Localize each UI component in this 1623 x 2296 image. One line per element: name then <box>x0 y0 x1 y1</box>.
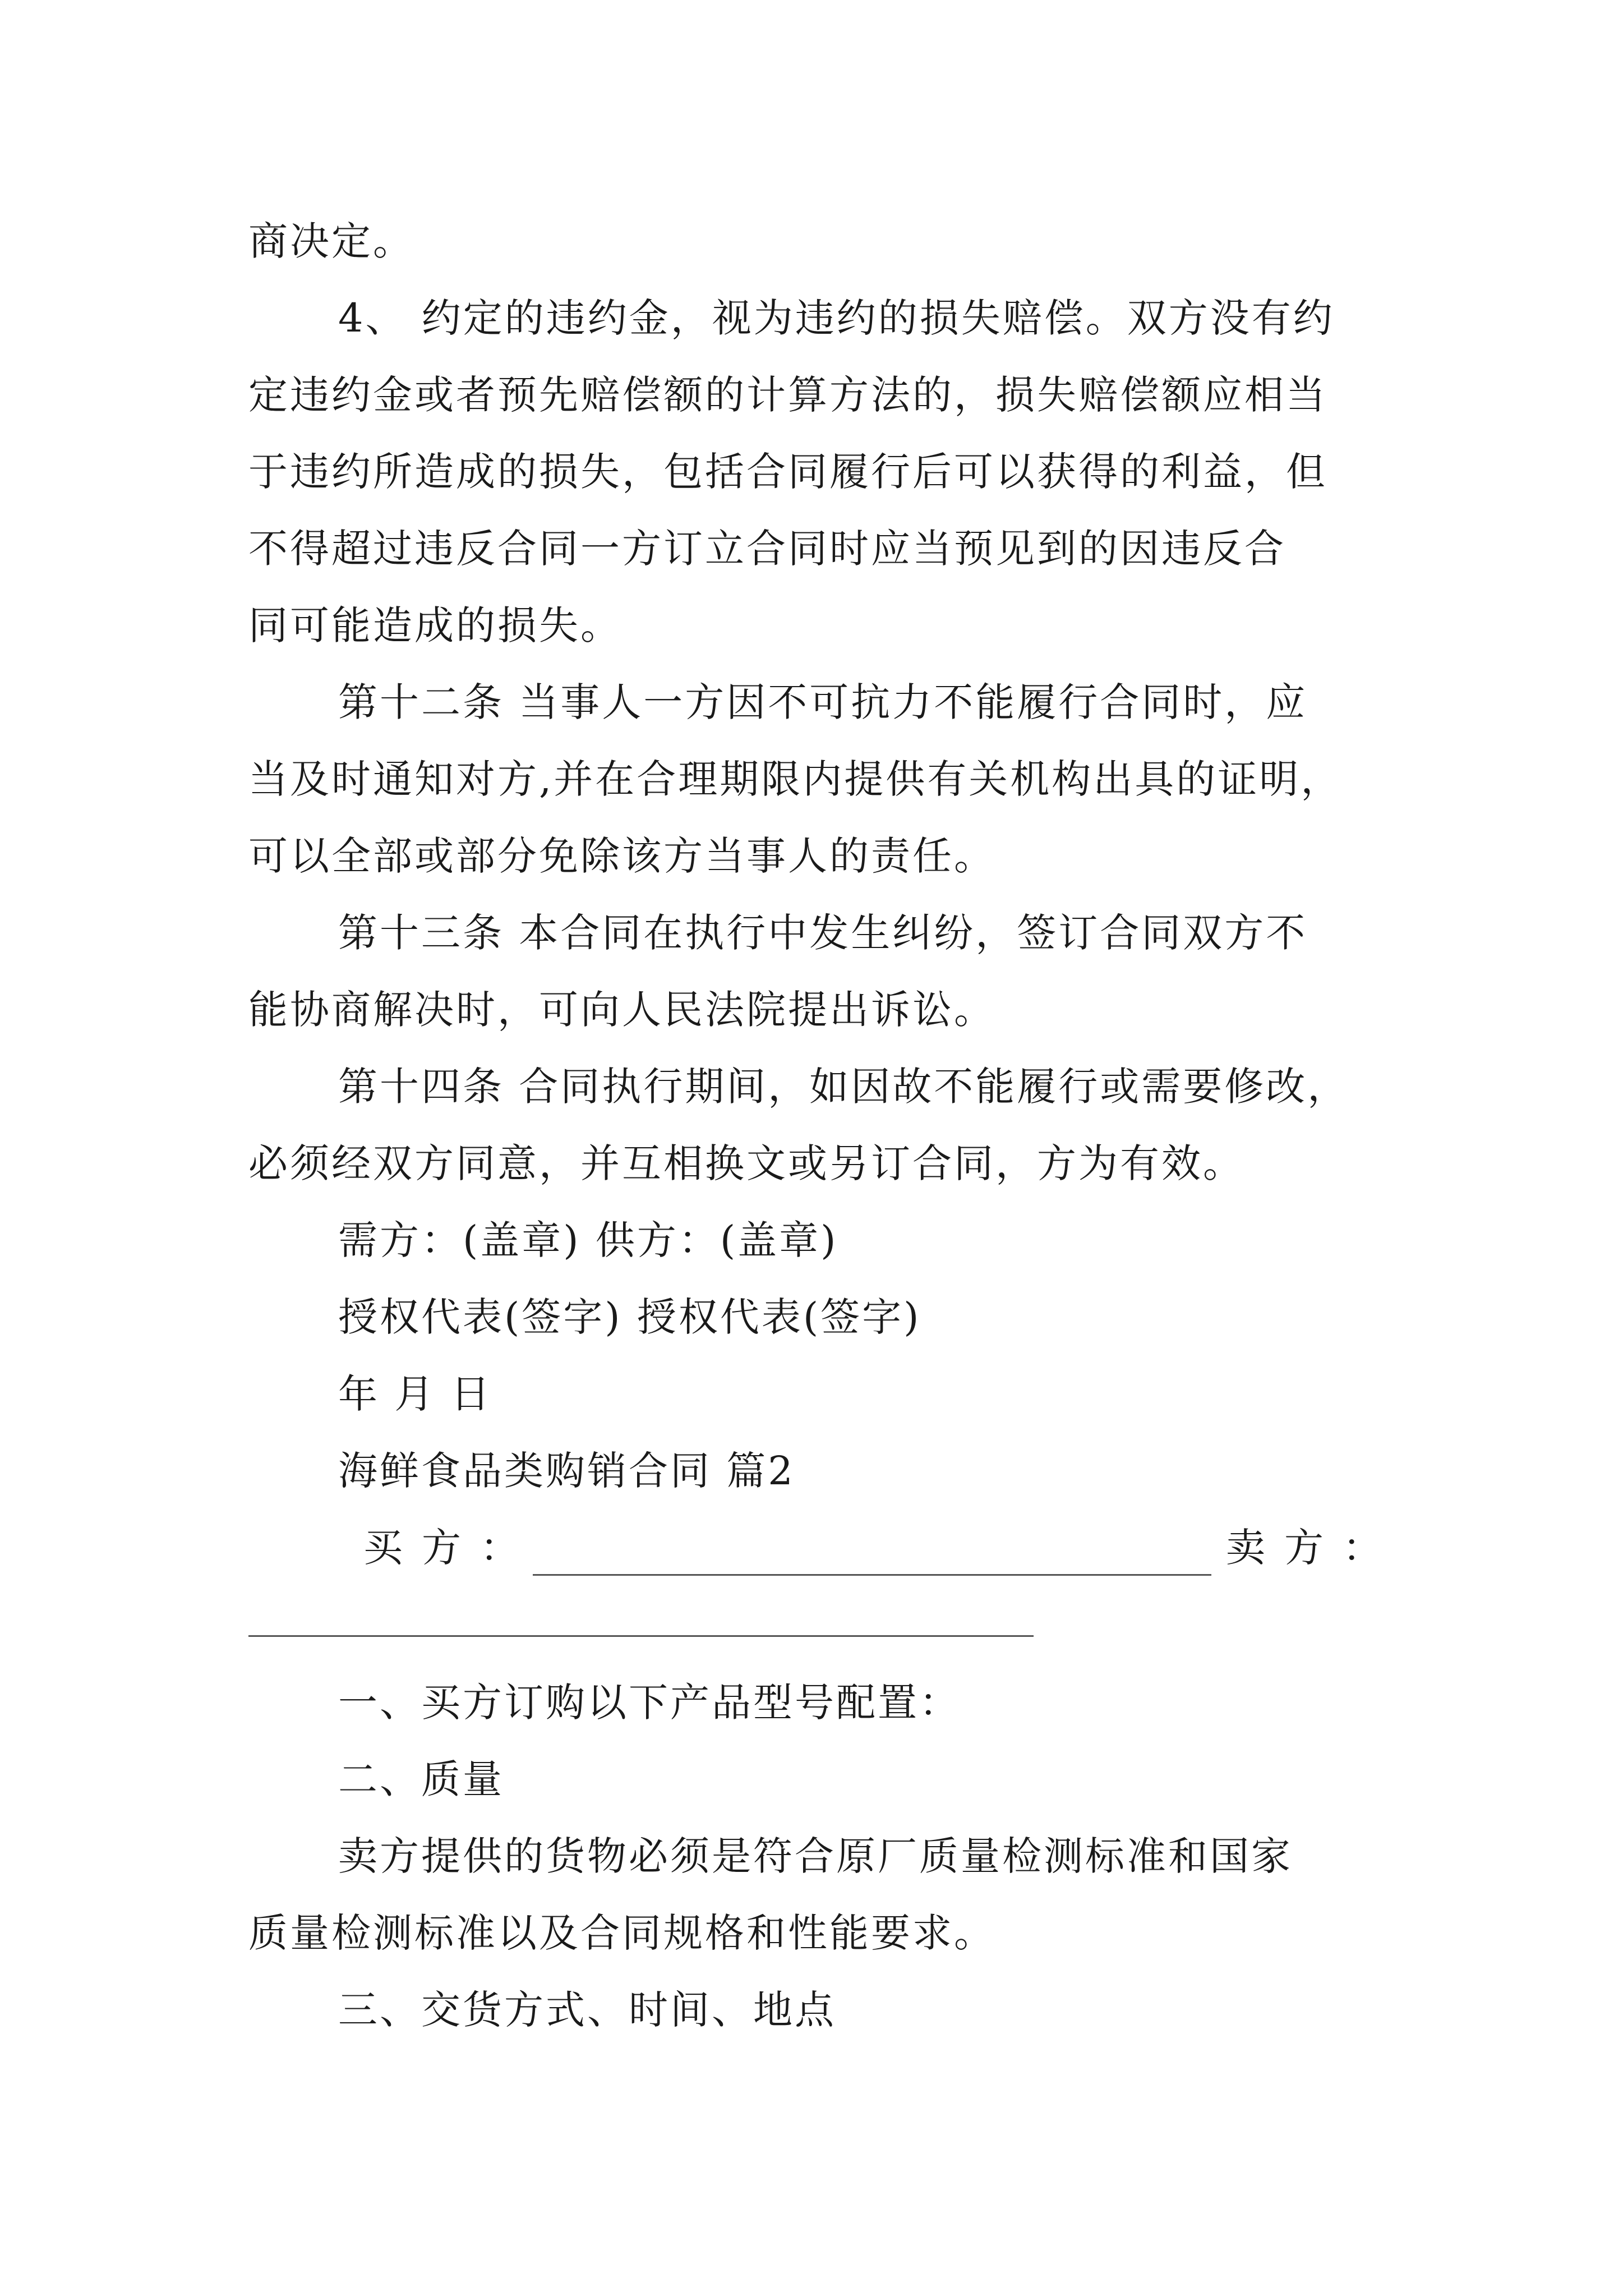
text-line-1: 商决定。 <box>248 218 414 264</box>
article-13-line-1: 第十三条 本合同在执行中发生纠纷，签订合同双方不 <box>338 910 1308 956</box>
article-12-line-2: 当及时通知对方,并在合理期限内提供有关机构出具的证明， <box>248 756 1343 802</box>
stamp-line: 需方：(盖章) 供方：(盖章) <box>338 1217 838 1263</box>
section-title: 海鲜食品类购销合同 篇2 <box>338 1448 795 1494</box>
buyer-blank-underline <box>533 1574 1211 1576</box>
buyer-label: 买方： <box>363 1525 538 1571</box>
clause-4-line-3: 于违约所造成的损失，包括合同履行后可以获得的利益，但 <box>248 449 1327 495</box>
quality-line-2: 质量检测标准以及合同规格和性能要求。 <box>248 1910 995 1956</box>
section-3-heading: 三、交货方式、时间、地点 <box>338 1987 836 2033</box>
seller-blank-underline <box>248 1635 1034 1637</box>
article-13-line-2: 能协商解决时，可向人民法院提出诉讼。 <box>248 987 995 1033</box>
clause-4-line-1: 4、 约定的违约金，视为违约的损失赔偿。双方没有约 <box>338 295 1335 341</box>
clause-4-line-5: 同可能造成的损失。 <box>248 602 622 648</box>
seller-label: 卖方： <box>1226 1525 1401 1571</box>
quality-line-1: 卖方提供的货物必须是符合原厂质量检测标准和国家 <box>338 1833 1293 1879</box>
signature-line: 授权代表(签字) 授权代表(签字) <box>338 1294 921 1340</box>
clause-4-line-4: 不得超过违反合同一方订立合同时应当预见到的因违反合 <box>248 526 1286 572</box>
section-2-heading: 二、质量 <box>338 1756 504 1802</box>
article-14-line-2: 必须经双方同意，并互相换文或另订合同，方为有效。 <box>248 1140 1244 1186</box>
article-12-line-1: 第十二条 当事人一方因不可抗力不能履行合同时，应 <box>338 679 1308 725</box>
article-12-line-3: 可以全部或部分免除该方当事人的责任。 <box>248 833 995 879</box>
section-1-heading: 一、买方订购以下产品型号配置： <box>338 1680 961 1726</box>
article-14-line-1: 第十四条 合同执行期间，如因故不能履行或需要修改， <box>338 1064 1349 1110</box>
clause-4-line-2: 定违约金或者预先赔偿额的计算方法的，损失赔偿额应相当 <box>248 372 1327 418</box>
date-line: 年 月 日 <box>338 1371 492 1417</box>
